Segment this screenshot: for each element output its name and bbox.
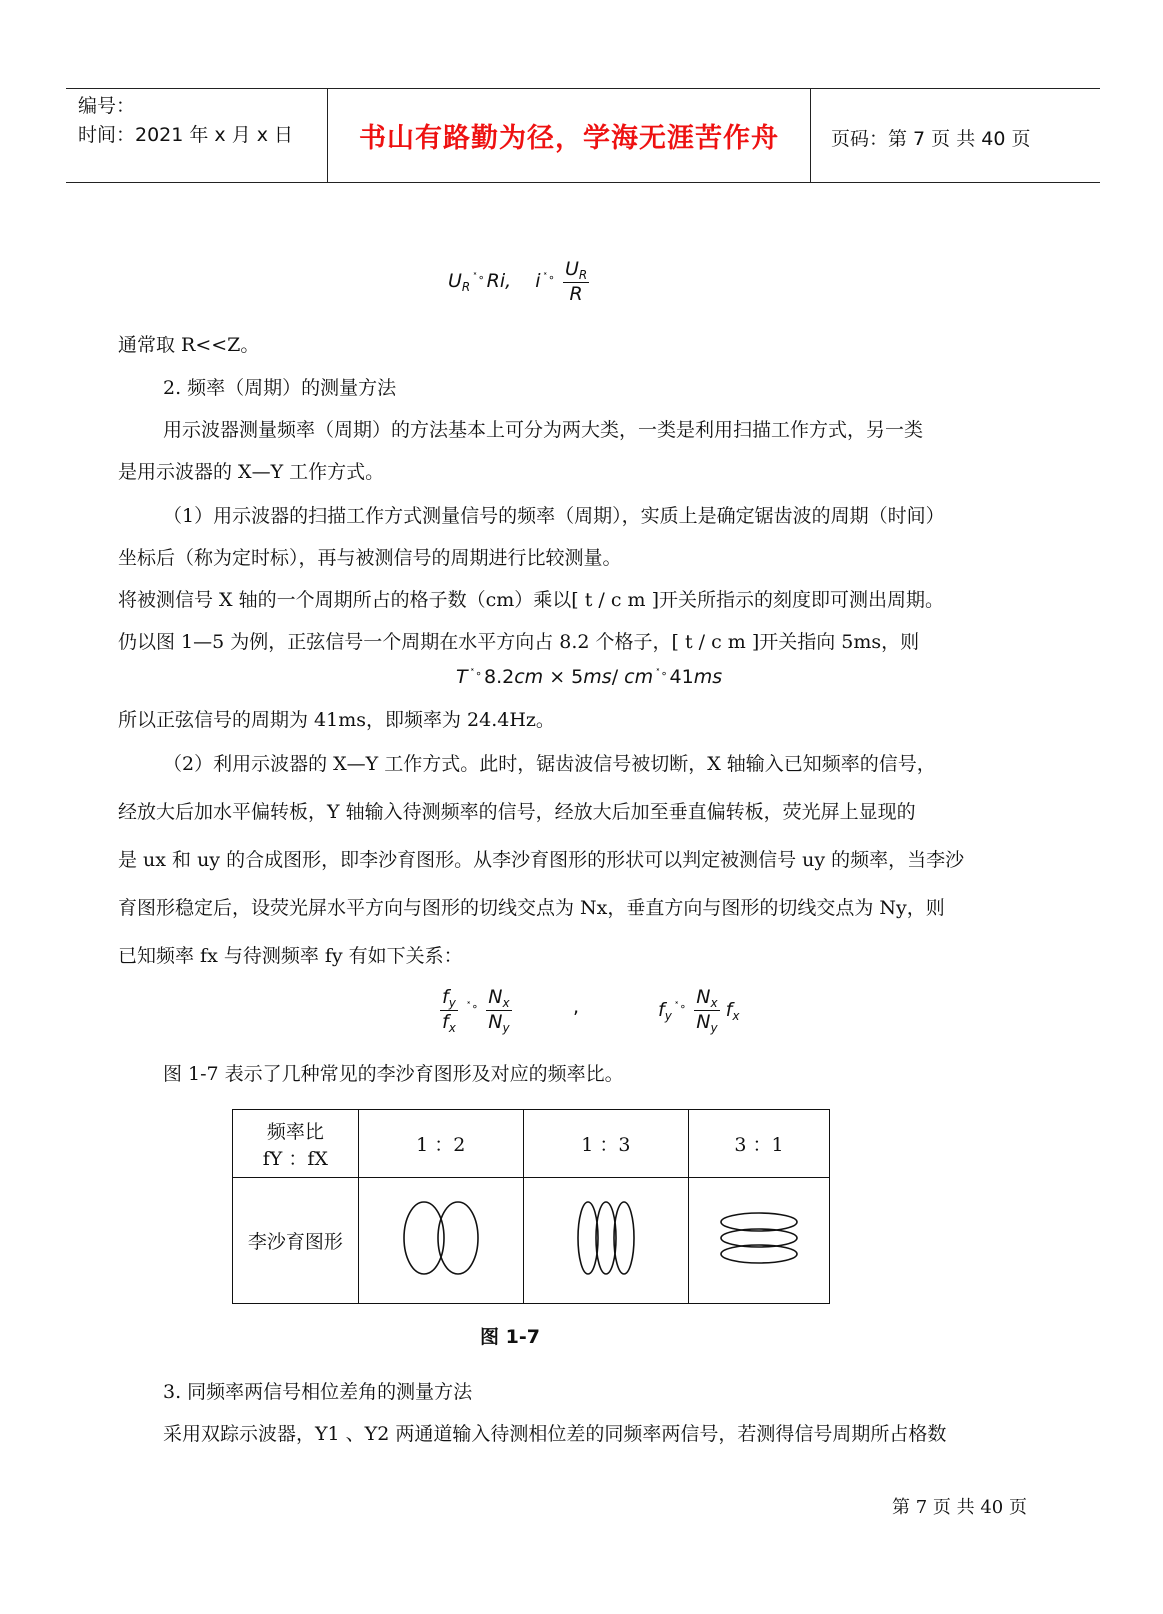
document-number-label: 编号： [78, 95, 136, 117]
header-divider-right [810, 88, 811, 182]
paragraph-figure-intro: 图 1-7 表示了几种常见的李沙育图形及对应的频率比。 [163, 1063, 624, 1085]
ratio-header-cell [233, 1110, 359, 1178]
figure-caption: 图 1-7 [480, 1326, 540, 1348]
ratio-cell-2: 1 ：3 [523, 1110, 688, 1178]
ratio-row [233, 1110, 830, 1178]
paragraph-methods-line1: 用示波器测量频率（周期）的方法基本上可分为两大类，一类是利用扫描工作方式，另一类 [163, 419, 924, 441]
formula-comma: , [573, 996, 580, 1018]
formula-period: T ˟∘ 8.2cm × 5ms/ cm ˟∘ 41ms [456, 666, 723, 688]
lissajous-1-2-figure [391, 1193, 491, 1283]
paragraph-methods-line2: 是用示波器的 X—Y 工作方式。 [118, 461, 385, 483]
lissajous-table [232, 1109, 830, 1304]
ratio-header-title: 频率比 [266, 1120, 324, 1143]
formula-frequency-ratio: $\frac{f_y}{f_x}$ ˟∘ $\frac{N_x}{N_y}$ [442, 986, 510, 1035]
ratio-cell-3: 3 ：1 [688, 1110, 829, 1178]
figure-row-label: 李沙育图形 [233, 1178, 359, 1304]
formula-fy: $f_y^{˟\circ}$ $\frac{N_x}{N_y}$ $f_x$ [658, 986, 740, 1035]
section-heading-frequency: 2. 频率（周期）的测量方法 [163, 377, 397, 399]
header-motto: 书山有路勤为径，学海无涯苦作舟 [359, 123, 779, 154]
paragraph-xy-line1: （2）利用示波器的 X—Y 工作方式。此时，锯齿波信号被切断，X 轴输入已知频率的信号， [163, 753, 936, 775]
header-bottom-rule [66, 182, 1100, 183]
section-heading-phase: 3. 同频率两信号相位差角的测量方法 [163, 1381, 473, 1403]
header-top-rule [66, 88, 1100, 89]
paragraph-xy-line2: 经放大后加水平偏转板，Y 轴输入待测频率的信号，经放大后加至垂直偏转板，荧光屏上显现的 [118, 801, 916, 823]
lissajous-1-3-cell [523, 1178, 688, 1304]
header-page-number: 页码：第 7 页 共 40 页 [831, 128, 1031, 150]
paragraph-xy-line5: 已知频率 fx 与待测频率 fy 有如下关系： [118, 945, 463, 967]
footer-page-number: 第 7 页 共 40 页 [892, 1497, 1027, 1518]
ratio-cell-1: 1 ：2 [358, 1110, 523, 1178]
lissajous-1-2-cell [358, 1178, 523, 1304]
ratio-header-symbols: fY ：fX [262, 1147, 328, 1170]
document-date-label: 时间：2021 年 x 月 x 日 [78, 124, 294, 146]
paragraph-xy-line4: 育图形稳定后，设荧光屏水平方向与图形的切线交点为 Nx，垂直方向与图形的切线交点为 Ny，则 [118, 897, 945, 919]
lissajous-1-3-figure [566, 1193, 646, 1283]
lissajous-3-1-cell [688, 1178, 829, 1304]
paragraph-example: 仍以图 1—5 为例，正弦信号一个周期在水平方向占 8.2 个格子，[ t / c m ]开关指向 5ms，则 [118, 631, 920, 653]
paragraph-scan-line1: （1）用示波器的扫描工作方式测量信号的频率（周期），实质上是确定锯齿波的周期（时间） [163, 505, 945, 527]
paragraph-dual-trace: 采用双踪示波器，Y1 、Y2 两通道输入待测相位差的同频率两信号，若测得信号周期所占格数 [163, 1423, 947, 1445]
paragraph-grid-count: 将被测信号 X 轴的一个周期所占的格子数（cm）乘以[ t / c m ]开关所指示的刻度即可测出周期。 [118, 589, 944, 611]
lissajous-3-1-figure [709, 1203, 809, 1273]
paragraph-period-result: 所以正弦信号的周期为 41ms，即频率为 24.4Hz。 [118, 709, 555, 731]
paragraph-scan-line2: 坐标后（称为定时标），再与被测信号的周期进行比较测量。 [118, 547, 622, 569]
header-meta [78, 92, 293, 150]
formula-ur-ri: $U_R^{˟\circ}$ Ri, i ˟∘ $\frac{U_R}{R}$ [448, 258, 588, 305]
figure-row [233, 1178, 830, 1304]
header-divider-left [327, 88, 328, 182]
paragraph-r-less-z: 通常取 R<<Z。 [118, 334, 260, 356]
paragraph-xy-line3: 是 ux 和 uy 的合成图形，即李沙育图形。从李沙育图形的形状可以判定被测信号 uy 的频率，当李沙 [118, 849, 965, 871]
